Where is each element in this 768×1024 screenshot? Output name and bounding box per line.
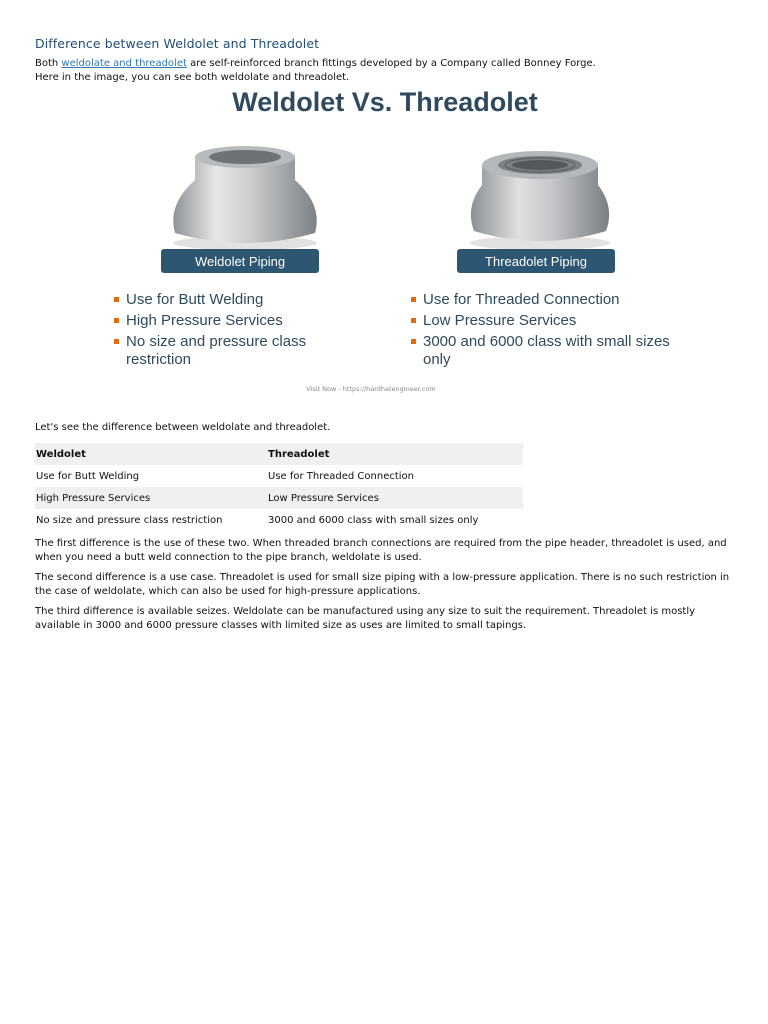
image-credit: Visit Now - https://hardhatengineer.com xyxy=(306,385,436,393)
table-row xyxy=(35,465,523,487)
feature-item: High Pressure Services xyxy=(114,312,344,330)
weldolet-feature-list xyxy=(114,291,344,372)
intro-paragraph xyxy=(35,57,735,71)
feature-item: 3000 and 6000 class with small sizes only xyxy=(411,333,681,369)
bullet-square-icon xyxy=(114,318,119,323)
bullet-square-icon xyxy=(114,297,119,302)
table-row xyxy=(35,509,523,531)
table-lead-in: Let's see the difference between weldolate and threadolet. xyxy=(35,422,331,433)
intro-suffix: are self-reinforced branch fittings developed by a Company called Bonney Forge. xyxy=(186,58,596,69)
feature-item: Use for Threaded Connection xyxy=(411,291,681,309)
table-cell: No size and pressure class restriction xyxy=(36,514,223,526)
weldolet-piping-label: Weldolet Piping xyxy=(161,249,319,273)
feature-item: Low Pressure Services xyxy=(411,312,681,330)
threadolet-fitting-image xyxy=(450,135,630,253)
article-title: Difference between Weldolet and Threadolet xyxy=(35,36,320,51)
table-header-row xyxy=(35,443,523,465)
bullet-square-icon xyxy=(114,339,119,344)
table-cell: Use for Threaded Connection xyxy=(268,470,415,482)
table-cell: 3000 and 6000 class with small sizes only xyxy=(268,514,479,526)
bullet-square-icon xyxy=(411,339,416,344)
comparison-figure xyxy=(35,87,735,413)
intro-line-2: Here in the image, you can see both weldolate and threadolet. xyxy=(35,72,350,83)
table-header-threadolet: Threadolet xyxy=(268,448,330,460)
paragraph-second-difference: The second difference is a use case. Threadolet is used for small size piping with a low-pressure application. There is no such restriction in the case of weldolate, which can also be used for high-pressure applications. xyxy=(35,572,730,597)
table-cell: Use for Butt Welding xyxy=(36,470,140,482)
intro-prefix: Both xyxy=(35,58,62,69)
weldolet-threadolet-link[interactable]: weldolate and threadolet xyxy=(61,58,187,69)
table-cell: High Pressure Services xyxy=(36,492,151,504)
feature-item: Use for Butt Welding xyxy=(114,291,344,309)
paragraph-first-difference: The first difference is the use of these two. When threaded branch connections are required from the pipe header, threadolet is used, and when you need a butt weld connection to the pipe branch, weldolate is used. xyxy=(35,538,727,563)
threadolet-piping-label: Threadolet Piping xyxy=(457,249,615,273)
figure-heading: Weldolet Vs. Threadolet xyxy=(232,87,538,117)
paragraph-third-difference: The third difference is available seizes. Weldolate can be manufactured using any size to suit the requirement. Threadolet is mostly available in 3000 and 6000 pressure classes with limited size as uses are limited to small tapings. xyxy=(35,606,696,631)
article-body xyxy=(35,36,735,633)
table-row xyxy=(35,487,523,509)
feature-item: No size and pressure class restriction xyxy=(114,333,344,369)
comparison-table xyxy=(35,443,523,531)
weldolet-fitting-image xyxy=(155,135,335,253)
threadolet-feature-list xyxy=(411,291,681,372)
bullet-square-icon xyxy=(411,318,416,323)
table-cell: Low Pressure Services xyxy=(268,492,379,504)
bullet-square-icon xyxy=(411,297,416,302)
table-header-weldolet: Weldolet xyxy=(36,448,86,460)
